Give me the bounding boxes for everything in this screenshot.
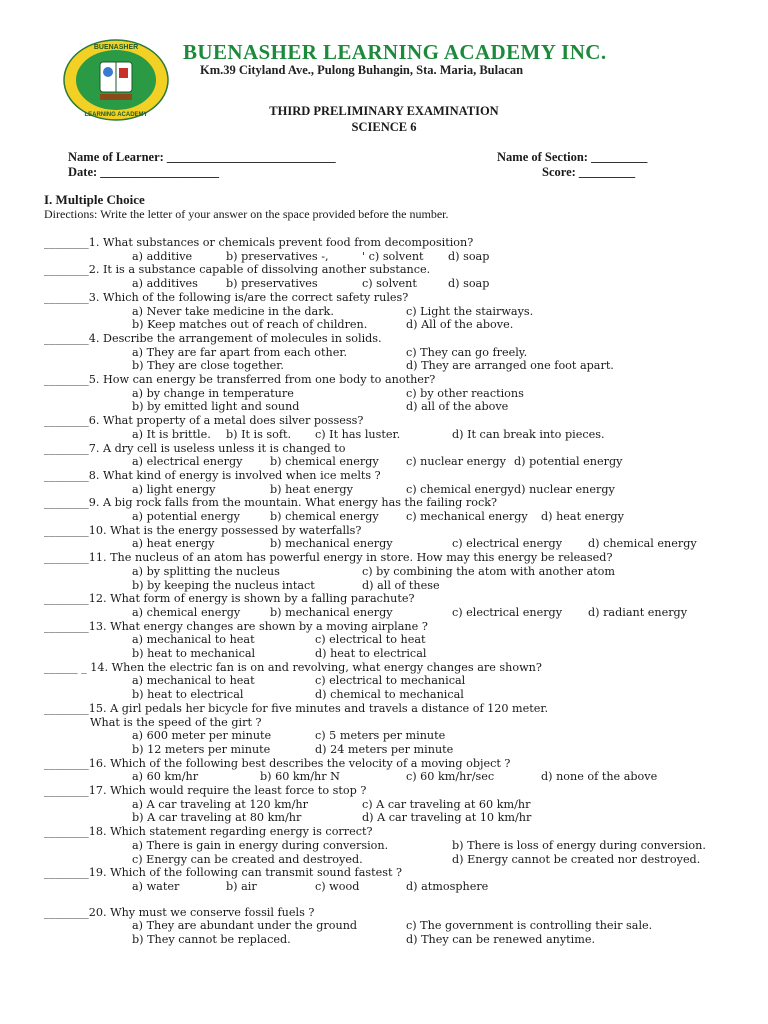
- q5-option: a) by change in temperature: [132, 386, 294, 400]
- question-6: ________6. What property of a metal does silver possess?: [44, 414, 364, 428]
- q5-option: b) by emitted light and sound: [132, 400, 300, 414]
- q6-option: b) It is soft.: [226, 427, 292, 441]
- q5-option: c) by other reactions: [406, 386, 524, 400]
- q12-option: b) mechanical energy: [270, 605, 393, 619]
- question-3: ________3. Which of the following is/are the correct safety rules?: [44, 290, 409, 304]
- q16-option: a) 60 km/hr: [132, 770, 199, 784]
- q5-option: d) all of the above: [406, 400, 509, 414]
- q19-option: d) atmosphere: [406, 879, 489, 893]
- q1-option: d) soap: [448, 249, 490, 263]
- q16-option: c) 60 km/hr/sec: [406, 770, 495, 784]
- school-address: Km.39 Cityland Ave., Pulong Buhangin, Sta. Maria, Bulacan: [200, 63, 524, 77]
- q15-option: b) 12 meters per minute: [132, 742, 271, 756]
- q7-option: b) chemical energy: [270, 455, 379, 469]
- q12-option: d) radiant energy: [588, 605, 688, 619]
- q4-option: a) They are far apart from each other.: [132, 345, 348, 359]
- q2-option: d) soap: [448, 277, 490, 291]
- q17-option: c) A car traveling at 60 km/hr: [362, 797, 531, 811]
- q19-option: a) water: [132, 879, 180, 893]
- date-field[interactable]: Date: ___________________: [68, 165, 220, 179]
- q14-option: c) electrical to mechanical: [315, 674, 466, 688]
- q18-option: a) There is gain in energy during conversion.: [132, 838, 389, 852]
- q1-option: a) additive: [132, 249, 193, 263]
- q17-option: b) A car traveling at 80 km/hr: [132, 811, 302, 825]
- question-13: ________13. What energy changes are shown by a moving airplane ?: [44, 619, 428, 633]
- q19-option: c) wood: [315, 879, 360, 893]
- q13-option: d) heat to electrical: [315, 647, 427, 660]
- question-7: ________7. A dry cell is useless unless it is changed to: [44, 441, 346, 455]
- q15-option: c) 5 meters per minute: [315, 729, 446, 743]
- q7-option: d) potential energy: [514, 455, 623, 469]
- directions: Directions: Write the letter of your answer on the space provided before the number.: [44, 207, 449, 221]
- q10-option: c) electrical energy: [452, 537, 563, 551]
- question-17: ________17. Which would require the least force to stop ?: [44, 784, 367, 797]
- q8-option: d) nuclear energy: [514, 482, 615, 496]
- q10-option: b) mechanical energy: [270, 537, 393, 551]
- section-title: I. Multiple Choice: [44, 192, 145, 207]
- q15-option: a) 600 meter per minute: [132, 729, 272, 743]
- question-12: ________12. What form of energy is shown by a falling parachute?: [44, 592, 415, 606]
- q19-option: b) air: [226, 879, 257, 893]
- q10-option: d) chemical energy: [588, 537, 697, 551]
- q17-option: d) A car traveling at 10 km/hr: [362, 811, 532, 825]
- q7-option: c) nuclear energy: [406, 455, 506, 469]
- logo-text-bottom: LEARNING ACADEMY: [84, 112, 148, 118]
- question-11: ________11. The nucleus of an atom has powerful energy in store. How may this energy be released?: [44, 551, 613, 565]
- q12-option: a) chemical energy: [132, 605, 241, 619]
- q13-option: b) heat to mechanical: [132, 647, 256, 660]
- q15-option: d) 24 meters per minute: [315, 742, 454, 756]
- learner-name-field[interactable]: Name of Learner: ___________________________: [68, 150, 336, 164]
- q11-option: a) by splitting the nucleus: [132, 564, 280, 578]
- section-field[interactable]: Name of Section: _________: [497, 150, 648, 164]
- school-name: BUENASHER LEARNING ACADEMY INC.: [183, 40, 607, 64]
- q20-option: b) They cannot be replaced.: [132, 933, 291, 946]
- q18-option: d) Energy cannot be created nor destroyed.: [452, 852, 701, 866]
- q7-option: a) electrical energy: [132, 455, 243, 469]
- q6-option: c) It has luster.: [315, 427, 401, 441]
- q18-option: c) Energy can be created and destroyed.: [132, 852, 363, 866]
- question-8: ________8. What kind of energy is involved when ice melts ?: [44, 468, 381, 482]
- q3-option: d) All of the above.: [406, 318, 514, 332]
- q10-option: a) heat energy: [132, 537, 215, 551]
- q20-option: d) They can be renewed anytime.: [406, 933, 596, 946]
- q9-option: c) mechanical energy: [406, 510, 528, 523]
- score-field[interactable]: Score: _________: [542, 165, 636, 179]
- q20-option: a) They are abundant under the ground: [132, 919, 358, 933]
- q17-option: a) A car traveling at 120 km/hr: [132, 797, 308, 811]
- question-19: ________19. Which of the following can transmit sound fastest ?: [44, 866, 403, 880]
- q9-option: d) heat energy: [541, 510, 624, 523]
- q14-option: a) mechanical to heat: [132, 674, 255, 688]
- exam-subject: SCIENCE 6: [351, 120, 417, 134]
- logo-text: BUENASHER: [93, 44, 139, 51]
- q12-option: c) electrical energy: [452, 605, 563, 619]
- q6-option: a) It is brittle.: [132, 427, 211, 441]
- q9-option: b) chemical energy: [270, 510, 379, 523]
- question-4: ________4. Describe the arrangement of molecules in solids.: [44, 331, 382, 345]
- question-20: ________20. Why must we conserve fossil fuels ?: [44, 905, 315, 919]
- q14-option: b) heat to electrical: [132, 688, 244, 702]
- exam-title: THIRD PRELIMINARY EXAMINATION: [269, 104, 499, 118]
- q8-option: c) chemical energy: [406, 482, 514, 496]
- question-15-cont: What is the speed of the girt ?: [90, 715, 262, 729]
- q1-option: b) preservatives -,: [226, 249, 329, 263]
- q8-option: b) heat energy: [270, 482, 353, 496]
- q3-option: b) Keep matches out of reach of children.: [132, 318, 368, 332]
- question-2: ________2. It is a substance capable of dissolving another substance.: [44, 263, 431, 277]
- question-1: ________1. What substances or chemicals prevent food from decomposition?: [44, 236, 474, 249]
- q16-option: d) none of the above: [541, 770, 658, 784]
- q4-option: c) They can go freely.: [406, 345, 528, 359]
- q16-option: b) 60 km/hr N: [260, 770, 340, 784]
- question-15: ________15. A girl pedals her bicycle for five minutes and travels a distance of 120 meter.: [44, 701, 549, 715]
- question-16: ________16. Which of the following best describes the velocity of a moving object ?: [44, 756, 511, 770]
- q18-option: b) There is loss of energy during conversion.: [452, 838, 706, 852]
- q14-option: d) chemical to mechanical: [315, 688, 464, 702]
- q4-option: b) They are close together.: [132, 359, 284, 373]
- q4-option: d) They are arranged one foot apart.: [406, 359, 614, 373]
- q2-option: c) solvent: [362, 277, 417, 291]
- q9-option: a) potential energy: [132, 510, 240, 523]
- q11-option: b) by keeping the nucleus intact: [132, 578, 315, 592]
- q3-option: a) Never take medicine in the dark.: [132, 304, 334, 318]
- q13-option: c) electrical to heat: [315, 633, 426, 647]
- question-5: ________5. How can energy be transferred from one body to another?: [44, 373, 436, 386]
- q3-option: c) Light the stairways.: [406, 304, 534, 318]
- q1-option: ' c) solvent: [362, 249, 424, 263]
- q6-option: d) It can break into pieces.: [452, 427, 605, 441]
- question-9: ________9. A big rock falls from the mountain. What energy has the failing rock?: [44, 496, 498, 510]
- q11-option: d) all of these: [362, 578, 440, 592]
- q13-option: a) mechanical to heat: [132, 633, 255, 647]
- q8-option: a) light energy: [132, 482, 216, 496]
- q11-option: c) by combining the atom with another atom: [362, 564, 615, 578]
- question-14: ______ _ 14. When the electric fan is on and revolving, what energy changes are shown?: [44, 660, 542, 674]
- question-10: ________10. What is the energy possessed by waterfalls?: [44, 523, 362, 537]
- q2-option: b) preservatives: [226, 277, 318, 291]
- q20-option: c) The government is controlling their sale.: [406, 919, 653, 933]
- question-18: ________18. Which statement regarding energy is correct?: [44, 825, 373, 839]
- q2-option: a) additives: [132, 277, 198, 291]
